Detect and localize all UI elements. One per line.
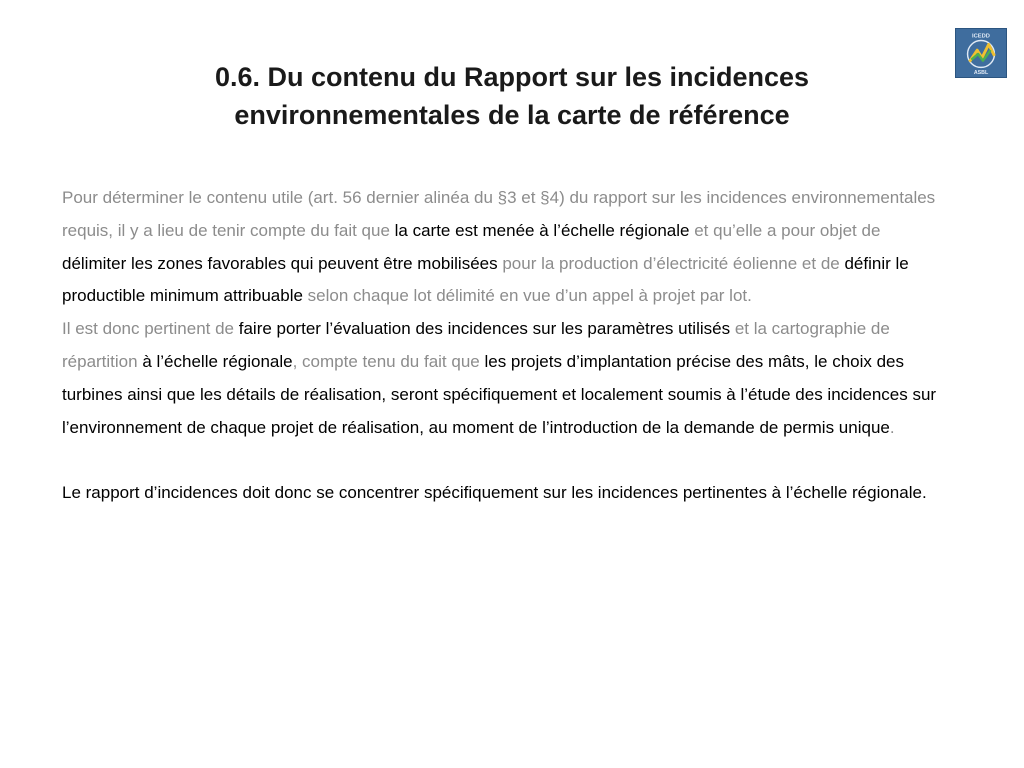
p2-seg-2: et la cartographie de répartition [62,319,890,371]
title-line-2: environnementales de la carte de référence [234,100,790,130]
p1-seg-5: définir le productible minimum attribuable [62,253,909,306]
body-text [62,182,942,510]
p1-seg-6: selon chaque lot délimité en vue d’un appel à projet par lot. [302,286,752,306]
title-line-1: 0.6. Du contenu du Rapport sur les incidences [214,62,810,92]
p2-seg-0: Il est donc pertinent de [62,319,239,339]
p2-seg-6: . [889,417,895,437]
p2-seg-5: les projets d’implantation précise des mâts, le choix des turbines ainsi que les détails de réalisation, seront spécifiquement et localement soumis à l’étude des incidences sur l’environnement de chaque projet de réalisation, au moment de l’introduction de la demande de permis unique [62,351,937,437]
paragraph-3: Le rapport d’incidences doit donc se concentrer spécifiquement sur les incidences pertinentes à l’échelle régionale. [62,483,927,503]
paragraph-spacer [62,444,942,477]
p2-seg-1: faire porter l’évaluation des incidences sur les paramètres utilisés [238,319,731,339]
logo-text-bottom: ASBL [973,70,989,77]
p1-seg-4: pour la production d’électricité éolienne et de [497,253,845,273]
p1-seg-3: délimiter les zones favorables qui peuvent être mobilisées [62,253,498,273]
p2-seg-4: , compte tenu du fait que [292,351,485,371]
p1-seg-0: Pour déterminer le contenu utile (art. 56 dernier alinéa du §3 et §4) du rapport sur les incidences environnementales requis, il y a lieu de tenir compte du fait que [62,188,936,240]
icedd-logo [955,28,1007,78]
p2-seg-3: à l’échelle régionale [142,351,293,371]
page-title [150,58,874,134]
p1-seg-1: la carte est menée à l’échelle régionale [394,220,690,240]
icedd-logo-icon [956,29,1006,77]
paragraph-2 [62,313,942,444]
logo-text-top: ICEDD [972,33,990,40]
paragraph-1 [62,182,942,313]
p1-seg-2: et qu’elle a pour objet de [689,220,881,240]
